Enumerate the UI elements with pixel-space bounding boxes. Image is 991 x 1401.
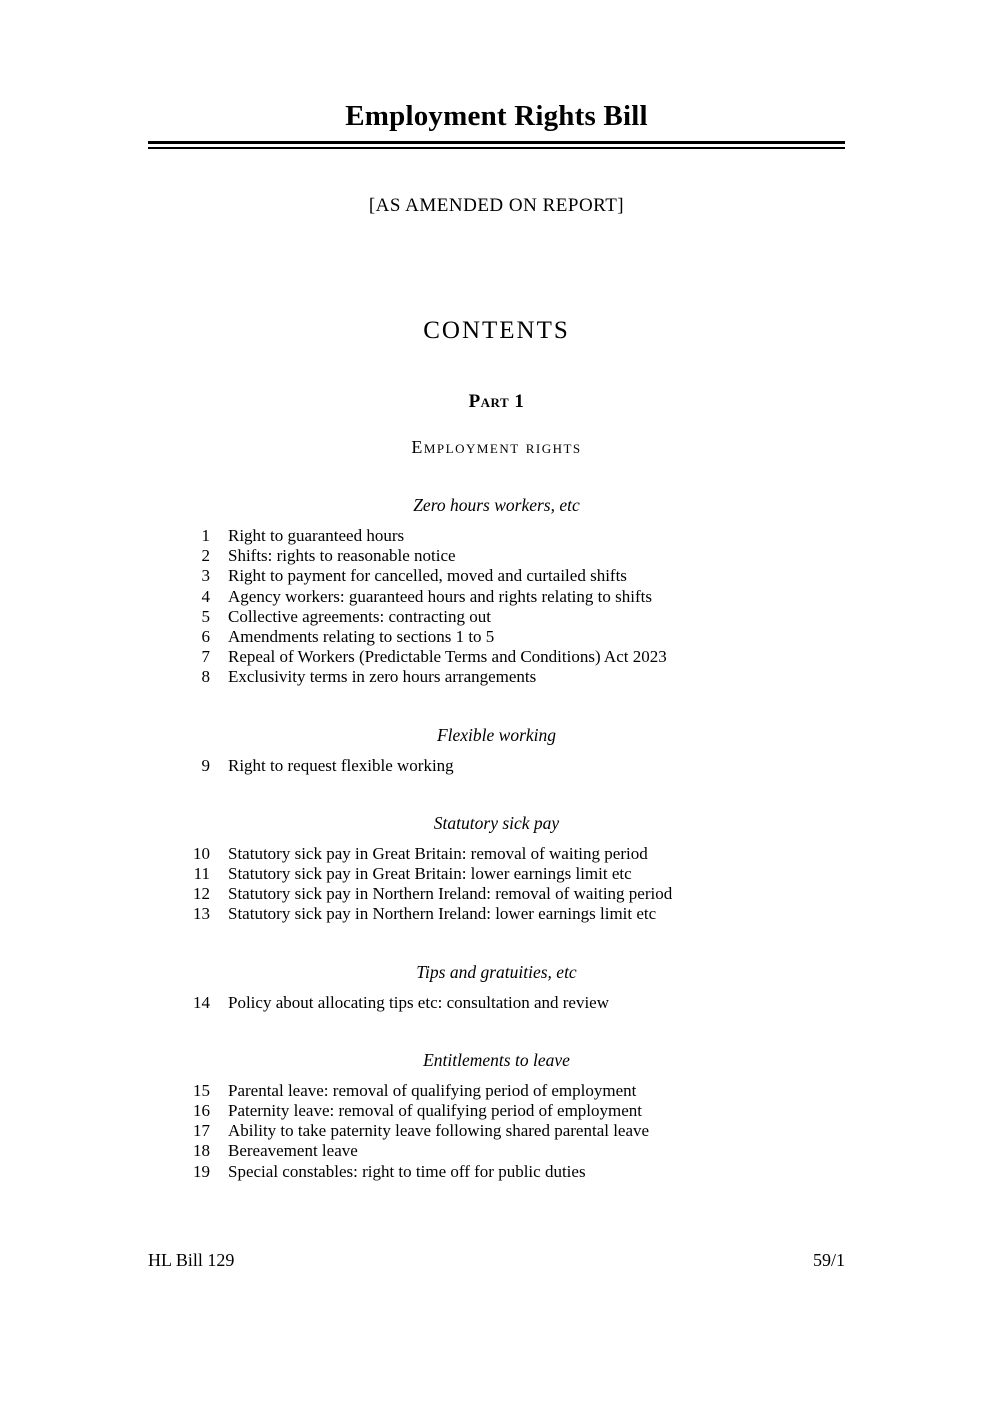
clause-title: Ability to take paternity leave following shared parental leave <box>228 1121 650 1141</box>
toc-item <box>148 1081 845 1101</box>
clause-number: 6 <box>201 627 210 647</box>
clause-title: Right to payment for cancelled, moved and curtailed shifts <box>228 566 627 586</box>
section-heading: Zero hours workers, etc <box>413 495 580 515</box>
part-heading: Employment rights <box>411 437 582 457</box>
clause-number: 13 <box>193 904 210 924</box>
clause-title: Statutory sick pay in Great Britain: lower earnings limit etc <box>228 864 632 884</box>
clause-title: Parental leave: removal of qualifying period of employment <box>228 1080 637 1100</box>
clause-number: 2 <box>201 546 210 566</box>
toc-item <box>148 904 845 924</box>
clause-number: 4 <box>201 586 210 606</box>
clause-number: 16 <box>193 1101 210 1121</box>
clause-number: 8 <box>201 667 210 687</box>
clause-title: Collective agreements: contracting out <box>228 606 491 626</box>
clause-number: 14 <box>193 992 210 1012</box>
toc-item <box>148 1101 845 1121</box>
bill-title: Employment Rights Bill <box>345 100 648 132</box>
page-footer <box>148 1250 845 1271</box>
clause-number: 11 <box>193 864 210 884</box>
toc-section <box>148 1050 845 1182</box>
clause-title: Shifts: rights to reasonable notice <box>228 546 456 566</box>
toc-item <box>148 627 845 647</box>
title-double-rule <box>148 141 845 149</box>
clause-number: 5 <box>201 606 210 626</box>
toc-item <box>148 526 845 546</box>
clause-title: Paternity leave: removal of qualifying period of employment <box>228 1101 643 1121</box>
toc-item <box>148 993 845 1013</box>
clause-title: Agency workers: guaranteed hours and rights relating to shifts <box>228 586 652 606</box>
clause-number: 1 <box>201 526 210 545</box>
clause-title: Right to request flexible working <box>228 755 454 775</box>
toc-item <box>148 1162 845 1182</box>
contents-heading: CONTENTS <box>423 317 570 344</box>
clause-number: 9 <box>201 755 210 775</box>
toc-section <box>148 962 845 1013</box>
session-number: 59/1 <box>812 1250 845 1270</box>
section-heading: Tips and gratuities, etc <box>416 961 577 982</box>
bill-number: HL Bill 129 <box>148 1250 235 1270</box>
toc-item <box>148 607 845 627</box>
contents-sections <box>148 495 845 1182</box>
toc-item <box>148 587 845 607</box>
clause-number: 17 <box>193 1121 210 1141</box>
toc-section <box>148 813 845 925</box>
clause-title: Policy about allocating tips etc: consultation and review <box>228 992 609 1012</box>
clause-title: Statutory sick pay in Great Britain: removal of waiting period <box>228 843 648 863</box>
clause-number: 7 <box>201 647 210 667</box>
clause-title: Special constables: right to time off for public duties <box>228 1161 586 1181</box>
toc-item <box>148 1141 845 1161</box>
clause-number: 15 <box>193 1080 210 1100</box>
section-heading: Statutory sick pay <box>433 812 560 833</box>
clause-title: Statutory sick pay in Northern Ireland: removal of waiting period <box>228 884 673 904</box>
clause-title: Repeal of Workers (Predictable Terms and Conditions) Act 2023 <box>228 647 667 667</box>
clause-number: 3 <box>201 566 210 586</box>
part-label: Part 1 <box>468 391 525 412</box>
toc-item <box>148 1121 845 1141</box>
toc-item <box>148 566 845 586</box>
toc-item <box>148 844 845 864</box>
clause-title: Exclusivity terms in zero hours arrangements <box>228 667 537 687</box>
toc-section <box>148 725 845 776</box>
toc-item <box>148 546 845 566</box>
clause-title: Bereavement leave <box>228 1141 358 1161</box>
clause-number: 10 <box>193 843 210 863</box>
clause-title: Amendments relating to sections 1 to 5 <box>228 627 495 647</box>
clause-title: Right to guaranteed hours <box>228 526 405 545</box>
clause-number: 18 <box>193 1141 210 1161</box>
toc-item <box>148 756 845 776</box>
toc-item <box>148 864 845 884</box>
toc-item <box>148 667 845 687</box>
section-heading: Entitlements to leave <box>423 1049 570 1070</box>
toc-section <box>148 495 845 688</box>
section-heading: Flexible working <box>436 724 557 745</box>
clause-number: 12 <box>193 884 210 904</box>
clause-number: 19 <box>193 1161 210 1181</box>
toc-item <box>148 647 845 667</box>
clause-title: Statutory sick pay in Northern Ireland: lower earnings limit etc <box>228 904 657 924</box>
amended-on-report-note: [AS AMENDED ON REPORT] <box>368 195 625 216</box>
toc-item <box>148 884 845 904</box>
